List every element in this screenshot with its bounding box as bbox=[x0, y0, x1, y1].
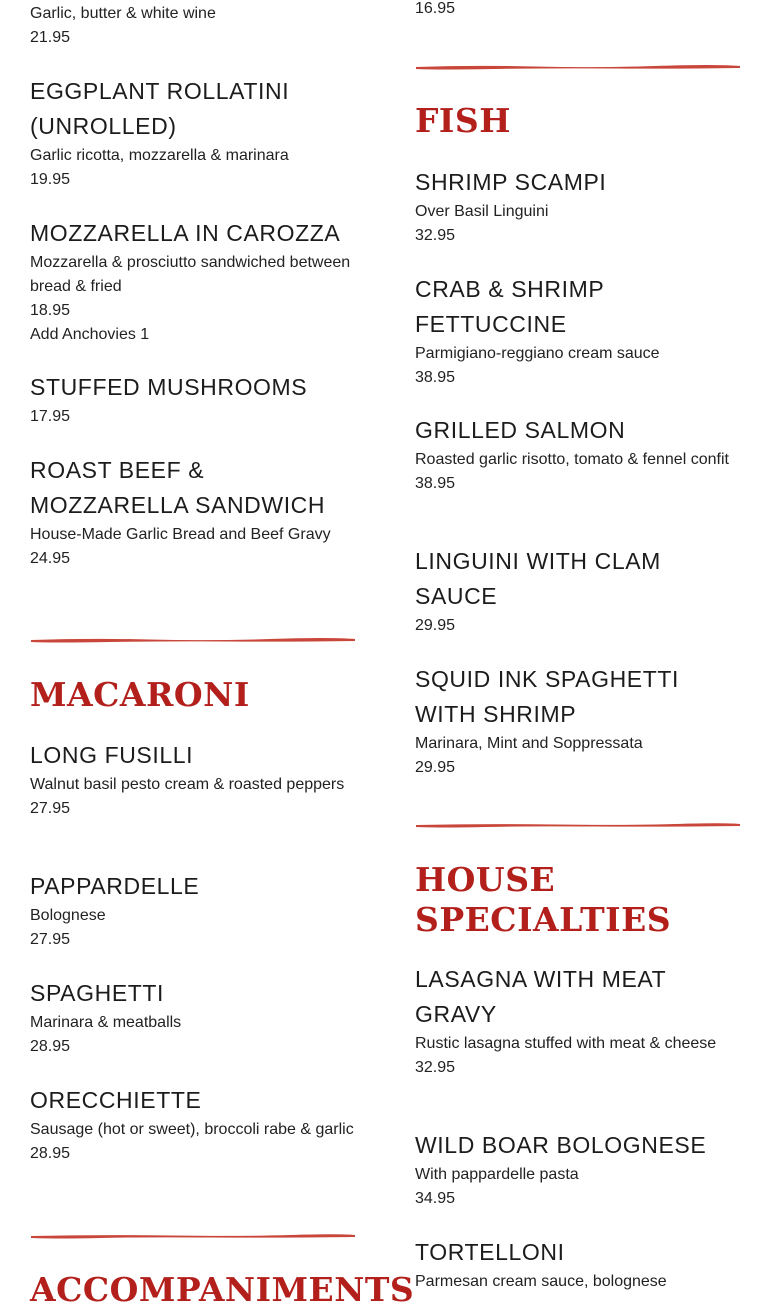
item-name: LASAGNA WITH MEAT GRAVY bbox=[415, 966, 666, 1027]
item-name: ORECCHIETTE bbox=[30, 1087, 202, 1113]
item-price: 28.95 bbox=[30, 1145, 71, 1162]
item-name: ROAST BEEF & MOZZARELLA SANDWICH bbox=[30, 457, 326, 518]
item-price: 27.95 bbox=[30, 800, 71, 817]
item-price: 38.95 bbox=[415, 475, 456, 492]
item-price: 16.95 bbox=[415, 0, 456, 17]
section-divider bbox=[30, 635, 356, 645]
item-price: 29.95 bbox=[415, 617, 456, 634]
menu-item bbox=[415, 544, 745, 638]
item-addon: Add Anchovies 1 bbox=[30, 326, 150, 343]
menu-item bbox=[415, 662, 745, 780]
item-description: With pappardelle pasta bbox=[415, 1166, 579, 1183]
item-name: SPAGHETTI bbox=[30, 980, 165, 1006]
item-price: 19.95 bbox=[30, 171, 71, 188]
item-description: Rustic lasagna stuffed with meat & cheese bbox=[415, 1035, 717, 1052]
item-description: Mozzarella & prosciutto sandwiched between bread & fried bbox=[30, 254, 351, 295]
item-price: 17.95 bbox=[30, 408, 71, 425]
item-price: 38.95 bbox=[415, 369, 456, 386]
item-description: House-Made Garlic Bread and Beef Gravy bbox=[30, 526, 331, 543]
item-name: MOZZARELLA IN CAROZZA bbox=[30, 220, 341, 246]
menu-item bbox=[30, 370, 360, 429]
section-heading-accompaniments: ACCOMPANIMENTS bbox=[30, 1270, 415, 1309]
item-price: 18.95 bbox=[30, 302, 71, 319]
item-description: Marinara & meatballs bbox=[30, 1014, 182, 1031]
item-name: WILD BOAR BOLOGNESE bbox=[415, 1132, 707, 1158]
item-description: Parmesan cream sauce, bolognese bbox=[415, 1273, 667, 1290]
section-divider bbox=[415, 820, 741, 830]
item-price: 21.95 bbox=[30, 29, 71, 46]
item-name: CRAB & SHRIMP FETTUCCINE bbox=[415, 276, 604, 337]
menu-item bbox=[30, 976, 360, 1059]
item-name: GRILLED SALMON bbox=[415, 417, 626, 443]
item-name: TORTELLONI bbox=[415, 1239, 565, 1265]
menu-item bbox=[30, 869, 360, 952]
menu-item bbox=[30, 738, 360, 821]
item-name: LONG FUSILLI bbox=[30, 742, 194, 768]
menu-item bbox=[415, 0, 745, 21]
item-name: SQUID INK SPAGHETTI WITH SHRIMP bbox=[415, 666, 680, 727]
item-description: Marinara, Mint and Soppressata bbox=[415, 735, 643, 752]
item-description: Sausage (hot or sweet), broccoli rabe & garlic bbox=[30, 1121, 354, 1138]
menu-item bbox=[30, 2, 360, 50]
menu-item bbox=[30, 74, 360, 192]
section-divider bbox=[30, 1231, 356, 1241]
item-price: 29.95 bbox=[415, 759, 456, 776]
menu-item bbox=[415, 272, 745, 390]
menu-item bbox=[415, 413, 745, 496]
section-heading-house-specialties: HOUSE SPECIALTIES bbox=[415, 860, 672, 939]
menu-item bbox=[415, 1128, 745, 1211]
item-description: Parmigiano-reggiano cream sauce bbox=[415, 345, 660, 362]
section-divider bbox=[415, 62, 741, 72]
item-name: EGGPLANT ROLLATINI (UNROLLED) bbox=[30, 78, 290, 139]
item-description: Garlic ricotta, mozzarella & marinara bbox=[30, 147, 289, 164]
item-name: LINGUINI WITH CLAM SAUCE bbox=[415, 548, 661, 609]
item-price: 28.95 bbox=[30, 1038, 71, 1055]
item-description: Over Basil Linguini bbox=[415, 203, 549, 220]
item-name: PAPPARDELLE bbox=[30, 873, 200, 899]
item-name: STUFFED MUSHROOMS bbox=[30, 374, 308, 400]
menu-item bbox=[30, 1083, 360, 1166]
item-description: Bolognese bbox=[30, 907, 106, 924]
item-name: SHRIMP SCAMPI bbox=[415, 169, 607, 195]
menu-item bbox=[30, 216, 360, 347]
item-price: 32.95 bbox=[415, 1059, 456, 1076]
item-description: Walnut basil pesto cream & roasted peppers bbox=[30, 776, 345, 793]
item-price: 27.95 bbox=[30, 931, 71, 948]
section-heading-macaroni: MACARONI bbox=[30, 675, 250, 714]
menu-item bbox=[30, 453, 360, 571]
item-price: 32.95 bbox=[415, 227, 456, 244]
item-price: 24.95 bbox=[30, 550, 71, 567]
section-heading-fish: FISH bbox=[415, 101, 511, 140]
item-price: 34.95 bbox=[415, 1190, 456, 1207]
item-description: Garlic, butter & white wine bbox=[30, 5, 216, 22]
item-description: Roasted garlic risotto, tomato & fennel confit bbox=[415, 451, 729, 468]
menu-item bbox=[415, 962, 745, 1080]
menu-item bbox=[415, 1235, 745, 1294]
menu-item bbox=[415, 165, 745, 248]
